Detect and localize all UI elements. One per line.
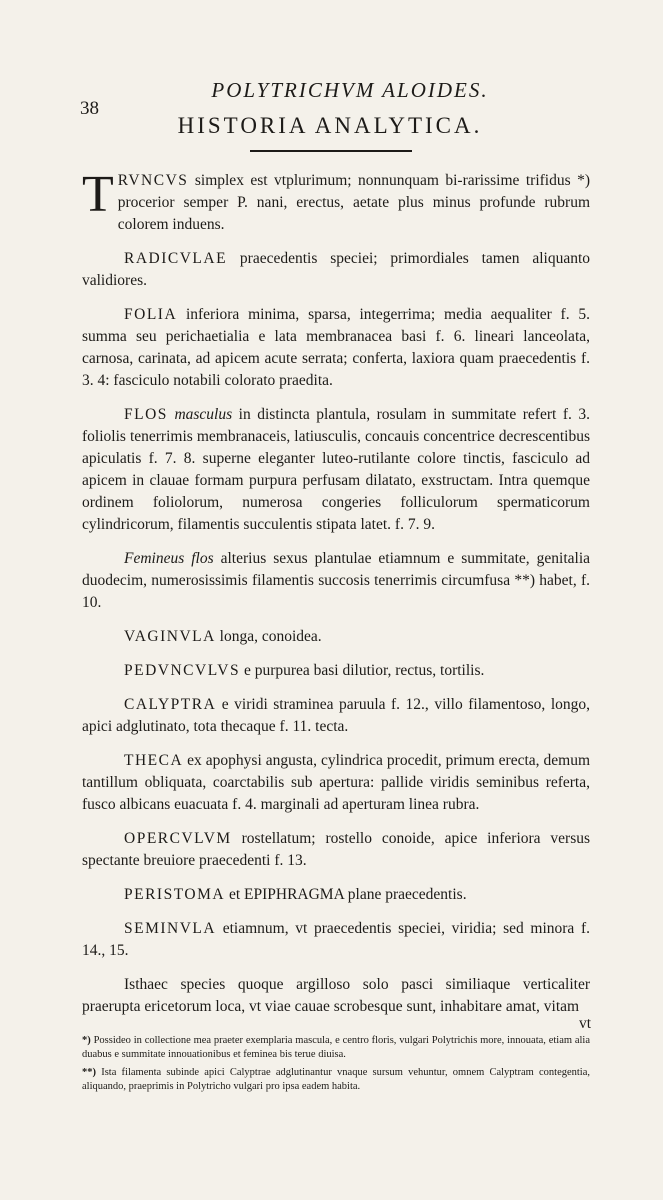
- paragraph-text: simplex est vtplurimum; nonnunquam bi-rarissime trifidus *) procerior semper P. nani, erectus, aetate plus minus profunde rubrum colorem induens.: [117, 172, 590, 233]
- paragraph-pedunculus: [82, 660, 590, 682]
- running-title: POLYTRICHVM ALOIDES.: [211, 78, 489, 102]
- paragraph-flos: [82, 404, 590, 536]
- paragraph-radiculae: [82, 248, 590, 292]
- paragraph-peristoma: [82, 884, 590, 906]
- paragraph-text: etiamnum, vt praecedentis speciei, viridia; sed minora f. 14., 15.: [82, 920, 590, 959]
- paragraph-head-italic: Femineus flos: [124, 550, 214, 567]
- paragraph-head: PERISTOMA: [124, 886, 226, 903]
- footnotes: [82, 1034, 590, 1098]
- paragraph-habitat: [82, 974, 590, 1018]
- paragraph-head: CALYPTRA: [124, 696, 217, 713]
- paragraph-text: in distincta plantula, rosulam in summitate refert f. 3. foliolis tenerrimis membranaceis, latiusculis, concauis concentrice decrescentibus apiculatis f. 7. 8. superne eleganter luteo-rutilante colore tinctis, fasciculo ad apicem in clauae formam purpura perfusam dilatato, exstructam. Intra quemque ordinem foliolorum, numerosa congeries folliculorum spermaticorum cylindricorum, filamentis succulentis stipata latet. f. 7. 9.: [82, 406, 591, 533]
- paragraph-text: longa, conoidea.: [219, 628, 322, 645]
- page-number: 38: [80, 98, 99, 119]
- paragraph-text: ex apophysi angusta, cylindrica procedit, primum erecta, demum tantillum obliquata, coarctabilis sub apertura: pallide viridis seminibus referta, fusco albicans euacuata f. 4. marginali ad aperturam linea rubra.: [82, 752, 591, 813]
- paragraph-head: THECA: [124, 752, 184, 769]
- paragraph-text: e viridi straminea paruula f. 12., villo filamentoso, longo, apici adglutinato, tota thecaque f. 11. tecta.: [82, 696, 590, 735]
- paragraph-text: Isthaec species quoque argilloso solo pasci similiaque verticaliter praerupta ericetorum loca, vt viae cauae scrobesque sunt, inhabitare amat, vitam: [82, 976, 590, 1015]
- section-title: HISTORIA ANALYTICA.: [177, 113, 483, 138]
- paragraph-truncus: [82, 166, 590, 236]
- main-text: [82, 166, 591, 1030]
- paragraph-head: RADICVLAE: [124, 250, 228, 267]
- footnote-text: Possideo in collectione mea praeter exemplaria mascula, e centro floris, vulgari Polytrichis more, innouata, etiam alia duabus e summitate innouationibus et feminea bis terue diuisa.: [82, 1035, 590, 1060]
- paragraph-head: PEDVNCVLVS: [124, 662, 241, 679]
- paragraph-text: praecedentis speciei; primordiales tamen aliquanto validiores.: [82, 250, 591, 289]
- paragraph-vaginula: [82, 626, 590, 648]
- paragraph-head: OPERCVLVM: [124, 830, 232, 847]
- paragraph-seminula: [82, 918, 590, 962]
- paragraph-text: alterius sexus plantulae etiamnum e summitate, genitalia duodecim, numerosissimis filamentis succosis tenerrimis circumfusa **) habet, f. 10.: [82, 550, 591, 611]
- paragraph-text: rostellatum; rostello conoide, apice inferiora versus spectante breuiore praecedenti f. 13.: [82, 830, 591, 869]
- footnote-1: [82, 1034, 590, 1062]
- paragraph-text: inferiora minima, sparsa, integerrima; media aequaliter f. 5. summa seu perichaetialia e lata membranacea basi f. 6. lineari lanceolata, carnosa, carinata, ad apicem acute serrata; conferta, laxiora quam praecedentis f. 3. 4: fasciculo notabili colorato praedita.: [82, 306, 591, 389]
- paragraph-head: SEMINVLA: [124, 920, 217, 937]
- catchword: vt: [578, 1015, 591, 1032]
- drop-capital: T: [82, 166, 114, 223]
- paragraph-head: FLOS: [124, 406, 168, 423]
- paragraph-head: RVNCVS: [117, 172, 189, 189]
- paragraph-theca: [82, 750, 590, 816]
- paragraph-head: VAGINVLA: [124, 628, 216, 645]
- footnote-2: [82, 1066, 590, 1094]
- footnote-text: Ista filamenta subinde apici Calyptrae adglutinantur vnaque sursum vehuntur, omnem Calyptram contegentia, aliquando, praeprimis in Polytricho vulgari pro ipsa eadem habita.: [82, 1067, 591, 1092]
- paragraph-femineus: [82, 548, 590, 614]
- paragraph-text: e purpurea basi dilutior, rectus, tortilis.: [243, 662, 485, 679]
- paragraph-head-italic: masculus: [174, 406, 233, 423]
- paragraph-calyptra: [82, 694, 590, 738]
- paragraph-folia: [82, 304, 590, 392]
- footnote-mark: *): [82, 1035, 91, 1046]
- paragraph-operculum: [82, 828, 590, 872]
- title-rule: [250, 150, 412, 152]
- paragraph-text: et EPIPHRAGMA plane praecedentis.: [228, 886, 467, 903]
- paragraph-head: FOLIA: [124, 306, 178, 323]
- footnote-mark: **): [82, 1067, 96, 1078]
